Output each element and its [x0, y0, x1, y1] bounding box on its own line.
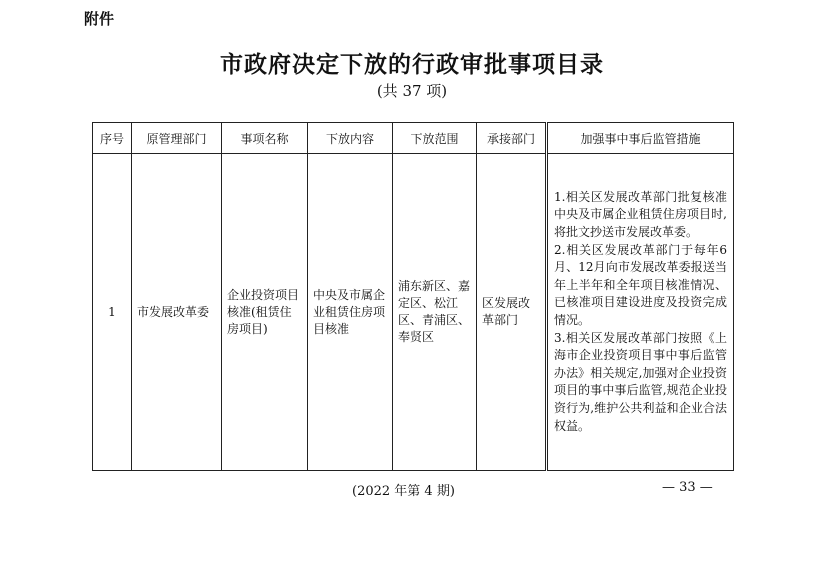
- cell-original-dept-text: 市发展改革委: [137, 304, 210, 319]
- cell-content-text: 中央及市属企业租赁住房项目核准: [313, 287, 386, 336]
- cell-content: [308, 154, 393, 471]
- col-header-index: 序号: [93, 123, 132, 154]
- attachment-label: 附件: [84, 10, 115, 28]
- col-header-measures: 加强事中事后监管措施: [547, 123, 734, 154]
- cell-item-name-text: 企业投资项目核准(租赁住房项目): [227, 287, 300, 336]
- cell-receiving-dept: [477, 154, 547, 471]
- approval-items-table: [92, 122, 734, 471]
- page-number: — 33 —: [662, 480, 713, 495]
- cell-receiving-dept-text: 区发展改革部门: [482, 296, 531, 327]
- col-header-content: 下放内容: [308, 123, 393, 154]
- table-header-row: [93, 123, 734, 154]
- issue-label: (2022 年第 4 期): [352, 484, 455, 499]
- cell-scope-text: 浦东新区、嘉定区、松江区、青浦区、奉贤区: [398, 279, 471, 344]
- cell-scope: [393, 154, 477, 471]
- item-count-subtitle: (共 37 项): [376, 82, 448, 100]
- table-row: [93, 154, 734, 471]
- cell-original-dept: [132, 154, 222, 471]
- page-title: 市政府决定下放的行政审批事项目录: [220, 51, 604, 78]
- col-header-original-dept: 原管理部门: [132, 123, 222, 154]
- measure-item-2: 2.相关区发展改革部门于每年6月、12月向市发展改革委报送当年上半年和全年项目核准情况、已核准项目建设进度及投资完成情况。: [554, 242, 727, 327]
- measure-item-1: 1.相关区发展改革部门批复核准中央及市属企业租赁住房项目时,将批文抄送市发展改革委。: [554, 189, 727, 240]
- col-header-item-name: 事项名称: [222, 123, 308, 154]
- cell-measures: [547, 154, 734, 471]
- measure-item-3: 3.相关区发展改革部门按照《上海市企业投资项目事中事后监管办法》相关规定,加强对企业投资项目的事中事后监管,规范企业投资行为,维护公共利益和企业合法权益。: [554, 330, 727, 433]
- col-header-scope: 下放范围: [393, 123, 477, 154]
- col-header-receiving-dept: 承接部门: [477, 123, 547, 154]
- cell-item-name: [222, 154, 308, 471]
- cell-index: 1: [93, 154, 132, 471]
